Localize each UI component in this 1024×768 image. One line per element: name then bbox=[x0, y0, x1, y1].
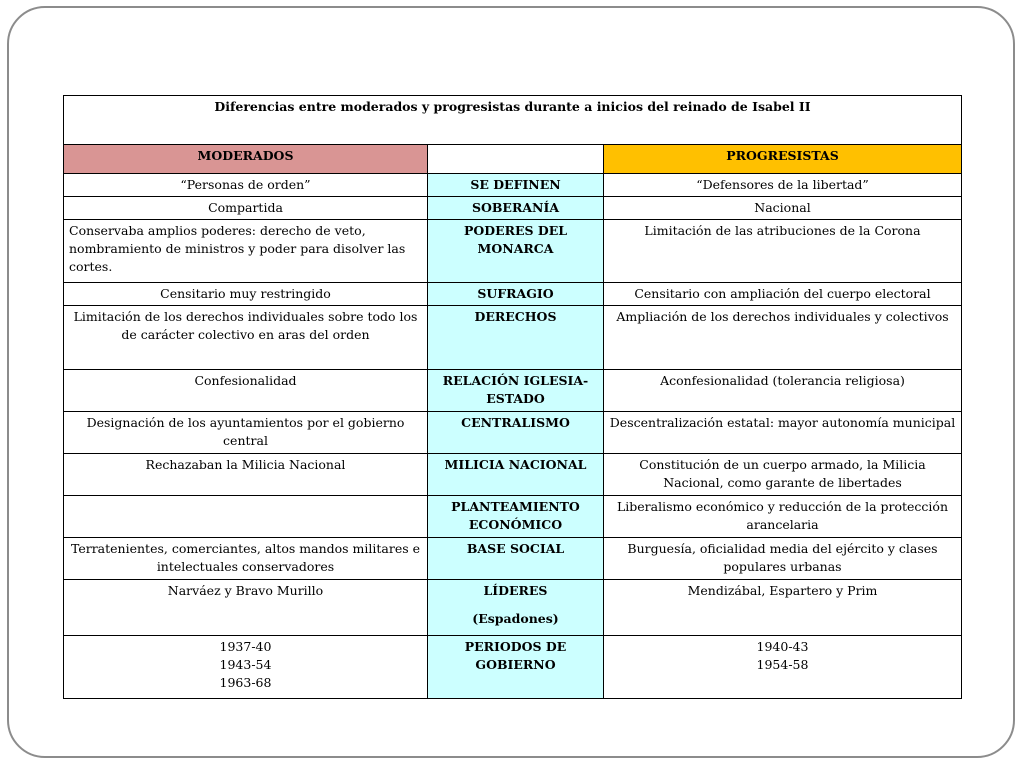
table-row bbox=[64, 306, 962, 370]
table-row bbox=[64, 454, 962, 496]
moderados-cell bbox=[64, 496, 428, 538]
table-row bbox=[64, 412, 962, 454]
aspect-cell: SUFRAGIO bbox=[428, 283, 604, 306]
moderados-cell bbox=[64, 636, 428, 699]
table-row bbox=[64, 538, 962, 580]
table-title: Diferencias entre moderados y progresistas durante a inicios del reinado de Isabel II bbox=[64, 96, 962, 145]
aspect-cell: PERIODOS DE GOBIERNO bbox=[428, 636, 604, 699]
moderados-cell: Limitación de los derechos individuales sobre todo los de carácter colectivo en aras del orden bbox=[64, 306, 428, 370]
progresistas-cell: Constitución de un cuerpo armado, la Milicia Nacional, como garante de libertades bbox=[604, 454, 962, 496]
aspect-cell: MILICIA NACIONAL bbox=[428, 454, 604, 496]
header-row bbox=[64, 145, 962, 174]
aspect-cell: CENTRALISMO bbox=[428, 412, 604, 454]
moderados-cell: Rechazaban la Milicia Nacional bbox=[64, 454, 428, 496]
progresistas-cell bbox=[604, 636, 962, 699]
progresistas-cell: Mendizábal, Espartero y Prim bbox=[604, 580, 962, 636]
aspect-cell: DERECHOS bbox=[428, 306, 604, 370]
table-row bbox=[64, 174, 962, 197]
progresistas-cell: Ampliación de los derechos individuales y colectivos bbox=[604, 306, 962, 370]
table-row bbox=[64, 220, 962, 283]
aspect-cell: BASE SOCIAL bbox=[428, 538, 604, 580]
aspect-cell: RELACIÓN IGLESIA-ESTADO bbox=[428, 370, 604, 412]
moderados-cell: Terratenientes, comerciantes, altos mandos militares e intelectuales conservadores bbox=[64, 538, 428, 580]
moderados-cell: Censitario muy restringido bbox=[64, 283, 428, 306]
period-line: 1963-68 bbox=[219, 675, 272, 690]
progresistas-cell: Aconfesionalidad (tolerancia religiosa) bbox=[604, 370, 962, 412]
progresistas-cell: Liberalismo económico y reducción de la protección arancelaria bbox=[604, 496, 962, 538]
header-progresistas: PROGRESISTAS bbox=[604, 145, 962, 174]
header-moderados: MODERADOS bbox=[64, 145, 428, 174]
progresistas-cell: Censitario con ampliación del cuerpo electoral bbox=[604, 283, 962, 306]
table-row bbox=[64, 283, 962, 306]
progresistas-cell: “Defensores de la libertad” bbox=[604, 174, 962, 197]
header-middle bbox=[428, 145, 604, 174]
progresistas-cell: Nacional bbox=[604, 197, 962, 220]
table-row bbox=[64, 370, 962, 412]
table-row bbox=[64, 197, 962, 220]
aspect-cell: PLANTEAMIENTO ECONÓMICO bbox=[428, 496, 604, 538]
moderados-cell: “Personas de orden” bbox=[64, 174, 428, 197]
table-row bbox=[64, 496, 962, 538]
aspect-cell: SE DEFINEN bbox=[428, 174, 604, 197]
period-line: 1940-43 bbox=[756, 639, 809, 654]
aspect-label: LÍDERES bbox=[483, 583, 548, 598]
progresistas-cell: Descentralización estatal: mayor autonomía municipal bbox=[604, 412, 962, 454]
moderados-cell: Designación de los ayuntamientos por el gobierno central bbox=[64, 412, 428, 454]
progresistas-cell: Limitación de las atribuciones de la Corona bbox=[604, 220, 962, 283]
period-line: 1954-58 bbox=[756, 657, 809, 672]
moderados-cell: Narváez y Bravo Murillo bbox=[64, 580, 428, 636]
period-line: 1943-54 bbox=[219, 657, 272, 672]
aspect-cell: PODERES DEL MONARCA bbox=[428, 220, 604, 283]
moderados-cell: Confesionalidad bbox=[64, 370, 428, 412]
period-line: 1937-40 bbox=[219, 639, 272, 654]
aspect-cell: SOBERANÍA bbox=[428, 197, 604, 220]
table-row bbox=[64, 580, 962, 636]
table-row bbox=[64, 636, 962, 699]
aspect-sublabel: (Espadones) bbox=[472, 611, 559, 626]
moderados-cell: Compartida bbox=[64, 197, 428, 220]
title-row bbox=[64, 96, 962, 145]
comparison-table bbox=[63, 95, 962, 699]
aspect-cell bbox=[428, 580, 604, 636]
progresistas-cell: Burguesía, oficialidad media del ejército y clases populares urbanas bbox=[604, 538, 962, 580]
moderados-cell: Conservaba amplios poderes: derecho de veto, nombramiento de ministros y poder para disolver las cortes. bbox=[64, 220, 428, 283]
